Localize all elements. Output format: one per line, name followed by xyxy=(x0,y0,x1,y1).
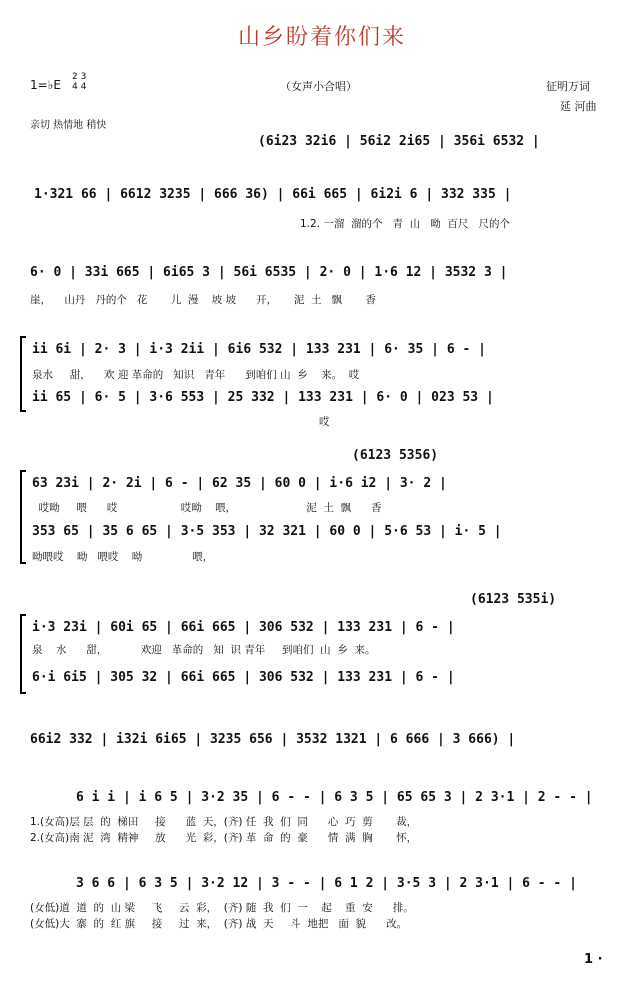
notation-line-1: (6i23 32i6 | 56i2 2i65 | 356i 6532 | xyxy=(258,134,540,149)
page-title: 山乡盼着你们来 xyxy=(237,25,406,50)
lyric-line-5: 哎 xyxy=(32,416,330,428)
notation-line-3: 6· 0 | 33i 665 | 6i65 3 | 56i 6535 | 2· 0 | 1·6 12 | 3532 3 | xyxy=(30,265,508,280)
notation-line-11: 6·i 6i5 | 305 32 | 66i 665 | 306 532 | 133 231 | 6 - | xyxy=(32,670,455,685)
lyricist: 征明万词 xyxy=(546,80,590,93)
notation-line-10: i·3 23i | 60i 65 | 66i 665 | 306 532 | 133 231 | 6 - | xyxy=(32,620,455,635)
lyric-line-14a: (女低)道 道 的 山 梁 飞 云 彩， (齐) 随 我 们 一 起 重 安 排。 xyxy=(30,902,414,914)
notation-line-2: 1·321 66 | 6612 3235 | 666 36) | 66i 665 | 6i2i 6 | 332 335 | xyxy=(34,187,512,202)
notation-line-7: 63 23i | 2· 2i | 6 - | 62 35 | 60 0 | i·6 i2 | 3· 2 | xyxy=(32,476,447,491)
lyric-line-3: 崖， 山丹 丹的个 花 儿 漫 坡 坡 开， 泥 土 飘 香 xyxy=(30,294,376,306)
page-number: 1 · xyxy=(584,952,603,967)
system-brace xyxy=(20,614,26,694)
composer: 延 河曲 xyxy=(560,100,597,113)
lyric-line-8: 呦喂哎 呦 喂哎 呦 喂， xyxy=(32,551,214,563)
tempo-marking: 亲切 热情地 稍快 xyxy=(30,120,107,131)
notation-line-13: 6 i i | i 6 5 | 3·2 35 | 6 - - | 6 3 5 | 65 65 3 | 2 3·1 | 2 - - | xyxy=(76,790,593,805)
lyric-line-4: 泉水 甜， 欢 迎 革命的 知识 青年 到咱们 山 乡 来。 哎 xyxy=(32,369,360,381)
system-brace xyxy=(20,470,26,564)
notation-line-12: 66i2 332 | i32i 6i65 | 3235 656 | 3532 1321 | 6 666 | 3 666) | xyxy=(30,732,516,747)
lyric-line-2: 1.2. 一溜 溜的个 青 山 呦 百尺 尺的个 xyxy=(300,218,510,230)
time-top: 2 3 xyxy=(72,72,87,82)
notation-line-8: 353 65 | 35 6 65 | 3·5 353 | 32 321 | 60 0 | 5·6 53 | i· 5 | xyxy=(32,524,502,539)
lyric-line-13a: 1.(女高)层 层 的 梯田 接 蓝 天，(齐) 任 我 们 同 心 巧 剪 裁， xyxy=(30,816,418,828)
lyric-line-14b: (女低)大 寨 的 红 旗 接 过 来， (齐) 战 天 斗 地把 面 貌 改。 xyxy=(30,918,408,930)
system-brace xyxy=(20,336,26,412)
lyric-line-10: 泉 水 甜， 欢迎 革命的 知 识 青年 到咱们 山 乡 来。 xyxy=(32,644,376,656)
subtitle: （女声小合唱） xyxy=(280,80,357,93)
time-signature xyxy=(72,72,86,92)
notation-line-6: (6123 5356) xyxy=(352,448,439,463)
key-signature: 1=♭E xyxy=(30,78,61,92)
lyric-line-13b: 2.(女高)南 泥 湾 精神 放 光 彩，(齐) 革 命 的 豪 情 满 胸 怀， xyxy=(30,832,418,844)
notation-line-5: ii 65 | 6· 5 | 3·6 553 | 25 332 | 133 231 | 6· 0 | 023 53 | xyxy=(32,390,494,405)
notation-line-9: (6123 535i) xyxy=(470,592,557,607)
notation-line-4: ii 6i | 2· 3 | i·3 2ii | 6i6 532 | 133 231 | 6· 35 | 6 - | xyxy=(32,342,486,357)
lyric-line-7: 哎呦 喂 哎 哎呦 喂， 泥 土 飘 香 xyxy=(32,502,382,514)
notation-line-14: 3 6 6 | 6 3 5 | 3·2 12 | 3 - - | 6 1 2 | 3·5 3 | 2 3·1 | 6 - - | xyxy=(76,876,577,891)
time-bottom: 4 4 xyxy=(72,82,87,92)
